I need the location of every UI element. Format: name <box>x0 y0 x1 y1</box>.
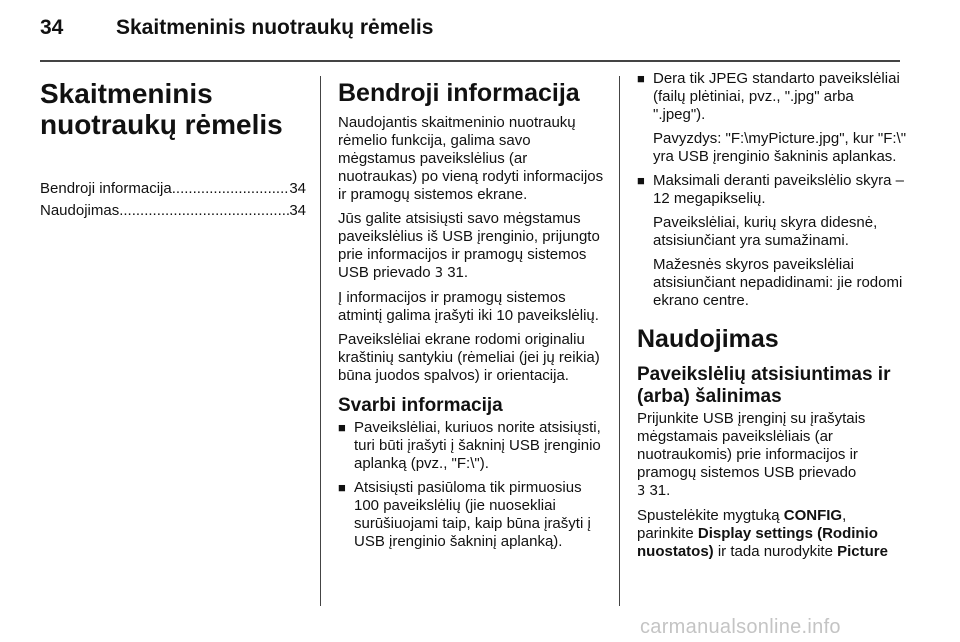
subheading-important-info: Svarbi informacija <box>338 395 503 416</box>
toc-leader-dots <box>172 178 290 200</box>
toc-entry-usage[interactable]: Naudojimas ..... 34 <box>40 200 306 222</box>
column-general-info <box>338 70 608 557</box>
list-item: ■ Dera tik JPEG standarto paveikslėliai (failų plėtiniai, pvz., ".jpg" arba ".jpeg"). Pavyzdys: "F:\myPicture.jpg", kur "F:\" yra USB įrenginio šakninis aplankas. <box>637 70 907 165</box>
page-number: 34 <box>40 16 64 39</box>
list-item: ■ Atsisiųsti pasiūloma tik pirmuosius 100 paveikslėlių (jie nuosekliai surūšiuojami taip, kaip būna įrašyti į USB įrenginio šakninį aplanką). <box>338 479 591 550</box>
section-heading-usage: Naudojimas <box>637 325 779 353</box>
button-name-config: CONFIG <box>783 507 843 524</box>
paragraph: Prijunkite USB įrenginį su įrašytais mėgstamais paveikslėliais (ar nuotraukomis) prie informacijos ir pramogų sistemos USB prievado 3 31. <box>637 410 866 499</box>
menu-name-picture: Picture <box>837 543 888 560</box>
column-usage <box>637 70 907 567</box>
section-heading-general-info: Bendroji informacija <box>338 79 580 107</box>
list-item: ■ Maksimali deranti paveikslėlio skyra – 12 megapikselių. Paveikslėliai, kurių skyra didesnė, atsisiunčiant yra sumažinami. Mažesnės skyros paveikslėliai atsisiunčiant nepadidinami: jie rodomi ekrano centre. <box>637 172 904 309</box>
running-title: Skaitmeninis nuotraukų rėmelis <box>116 16 434 39</box>
square-bullet-icon: ■ <box>637 71 645 86</box>
watermark: carmanualsonline.info <box>640 616 841 638</box>
bullet-list <box>637 70 907 310</box>
paragraph: Naudojantis skaitmeninio nuotraukų rėmelio funkcija, galima savo mėgstamus paveikslėlius (ar nuotraukas) po vieną rodyti informacijos ir pramogų sistemos ekrane. <box>338 114 604 203</box>
toc-leader-dots <box>119 200 289 222</box>
page-reference: 31. <box>649 482 671 499</box>
subheading-download-delete: Paveikslėlių atsisiuntimas ir (arba) šalinimas <box>637 364 891 407</box>
paragraph: Į informacijos ir pramogų sistemos atmintį galima įrašyti iki 10 paveikslėlių. <box>338 289 599 324</box>
header-rule <box>40 60 900 62</box>
square-bullet-icon: ■ <box>338 480 346 495</box>
bullet-list <box>338 419 608 551</box>
menu-name-display-settings: Display settings (Rodinio nuostatos) <box>637 525 878 560</box>
chapter-title: Skaitmeninis nuotraukų rėmelis <box>40 78 283 140</box>
page-reference-icon: 3 <box>637 484 646 499</box>
paragraph: Spustelėkite mygtuką CONFIG, parinkite Display settings (Rodinio nuostatos) ir tada nurodykite Picture <box>637 507 888 560</box>
page-reference: 31. <box>447 264 469 281</box>
square-bullet-icon: ■ <box>338 420 346 435</box>
list-item: ■ Paveikslėliai, kuriuos norite atsisiųsti, turi būti įrašyti į šakninį USB įrenginio aplanką (pvz., "F:\"). <box>338 419 601 472</box>
page-reference-icon: 3 <box>434 266 444 281</box>
paragraph: Paveikslėliai ekrane rodomi originaliu kraštinių santykiu (rėmeliai (jei jų reikia) būna juodos spalvos) ir orientacija. <box>338 331 600 384</box>
toc-entry-general-info[interactable]: Bendroji informacija ..... 34 <box>40 178 306 200</box>
square-bullet-icon: ■ <box>637 173 645 188</box>
paragraph: Jūs galite atsisiųsti savo mėgstamus paveikslėlius iš USB įrenginio, prijungto prie informacijos ir pramogų sistemos USB prievado 3 31. <box>338 210 600 281</box>
column-chapter <box>40 70 306 222</box>
column-divider-2 <box>619 76 620 606</box>
column-divider-1 <box>320 76 321 606</box>
